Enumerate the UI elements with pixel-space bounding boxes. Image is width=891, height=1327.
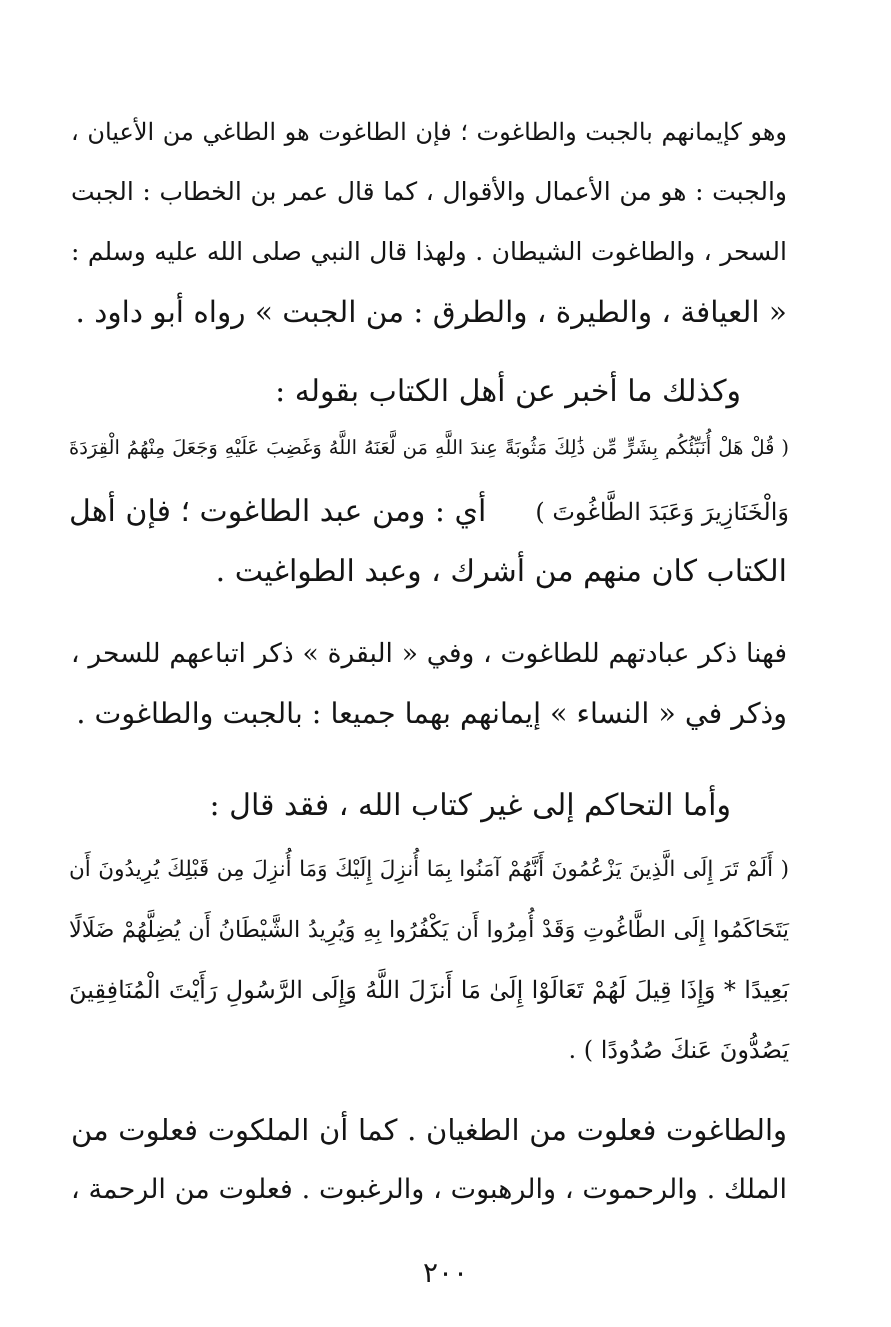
quran-verse-line-4: يَتَحَاكَمُوا إِلَى الطَّاغُوتِ وَقَدْ أُمِرُوا أَن يَكْفُرُوا بِهِ وَيُرِيدُ الشَّيْطَانُ أَن يُضِلَّهُمْ ضَلَالًا xyxy=(69,917,789,943)
text-line-10: وأما التحاكم إلى غير كتاب الله ، فقد قال : xyxy=(209,788,731,823)
text-line-12: الملك . والرحموت ، والرهبوت ، والرغبوت . فعلوت من الرحمة ، xyxy=(71,1174,787,1205)
text-line-6: أي : ومن عبد الطاغوت ؛ فإن أهل xyxy=(69,494,487,529)
quran-verse-line-1: ( قُلْ هَلْ أُنَبِّئُكُم بِشَرٍّ مِّن ذَٰلِكَ مَثُوبَةً عِندَ اللَّهِ مَن لَّعَنَهُ اللَّهُ وَغَضِبَ عَلَيْهِ وَجَعَلَ مِنْهُمُ الْقِرَدَةَ xyxy=(69,436,789,459)
text-line-1: وهو كإيمانهم بالجبت والطاغوت ؛ فإن الطاغوت هو الطاغي من الأعيان ، xyxy=(71,118,787,146)
quran-verse-line-5: بَعِيدًا * وَإِذَا قِيلَ لَهُمْ تَعَالَوْا إِلَىٰ مَا أَنزَلَ اللَّهُ وَإِلَى الرَّسُولِ رَأَيْتَ الْمُنَافِقِينَ xyxy=(69,976,789,1004)
text-line-11: والطاغوت فعلوت من الطغيان . كما أن الملكوت فعلوت من xyxy=(71,1113,787,1147)
text-line-5: وكذلك ما أخبر عن أهل الكتاب بقوله : xyxy=(275,374,741,409)
text-line-2: والجبت : هو من الأعمال والأقوال ، كما قال عمر بن الخطاب : الجبت xyxy=(71,177,787,206)
quran-verse-line-6: يَصُدُّونَ عَنكَ صُدُودًا ) . xyxy=(568,1036,789,1064)
page-number: ٢٠٠ xyxy=(422,1256,469,1289)
mixed-line xyxy=(69,492,789,532)
text-line-3: السحر ، والطاغوت الشيطان . ولهذا قال النبي صلى الله عليه وسلم : xyxy=(71,237,787,266)
text-line-7: الكتاب كان منهم من أشرك ، وعبد الطواغيت . xyxy=(215,554,787,589)
quran-verse-line-2: وَالْخَنَازِيرَ وَعَبَدَ الطَّاغُوتَ ) xyxy=(535,498,789,526)
text-line-9: وذكر في « النساء » إيمانهم بهما جميعا : بالجبت والطاغوت . xyxy=(76,697,787,730)
text-line-4: « العيافة ، والطيرة ، والطرق : من الجبت » رواه أبو داود . xyxy=(75,295,787,329)
quran-verse-line-3: ( أَلَمْ تَرَ إِلَى الَّذِينَ يَزْعُمُونَ أَنَّهُمْ آمَنُوا بِمَا أُنزِلَ إِلَيْكَ وَمَا أُنزِلَ مِن قَبْلِكَ يُرِيدُونَ أَن xyxy=(69,857,789,882)
text-line-8: فهنا ذكر عبادتهم للطاغوت ، وفي « البقرة » ذكر اتباعهم للسحر ، xyxy=(71,638,787,669)
